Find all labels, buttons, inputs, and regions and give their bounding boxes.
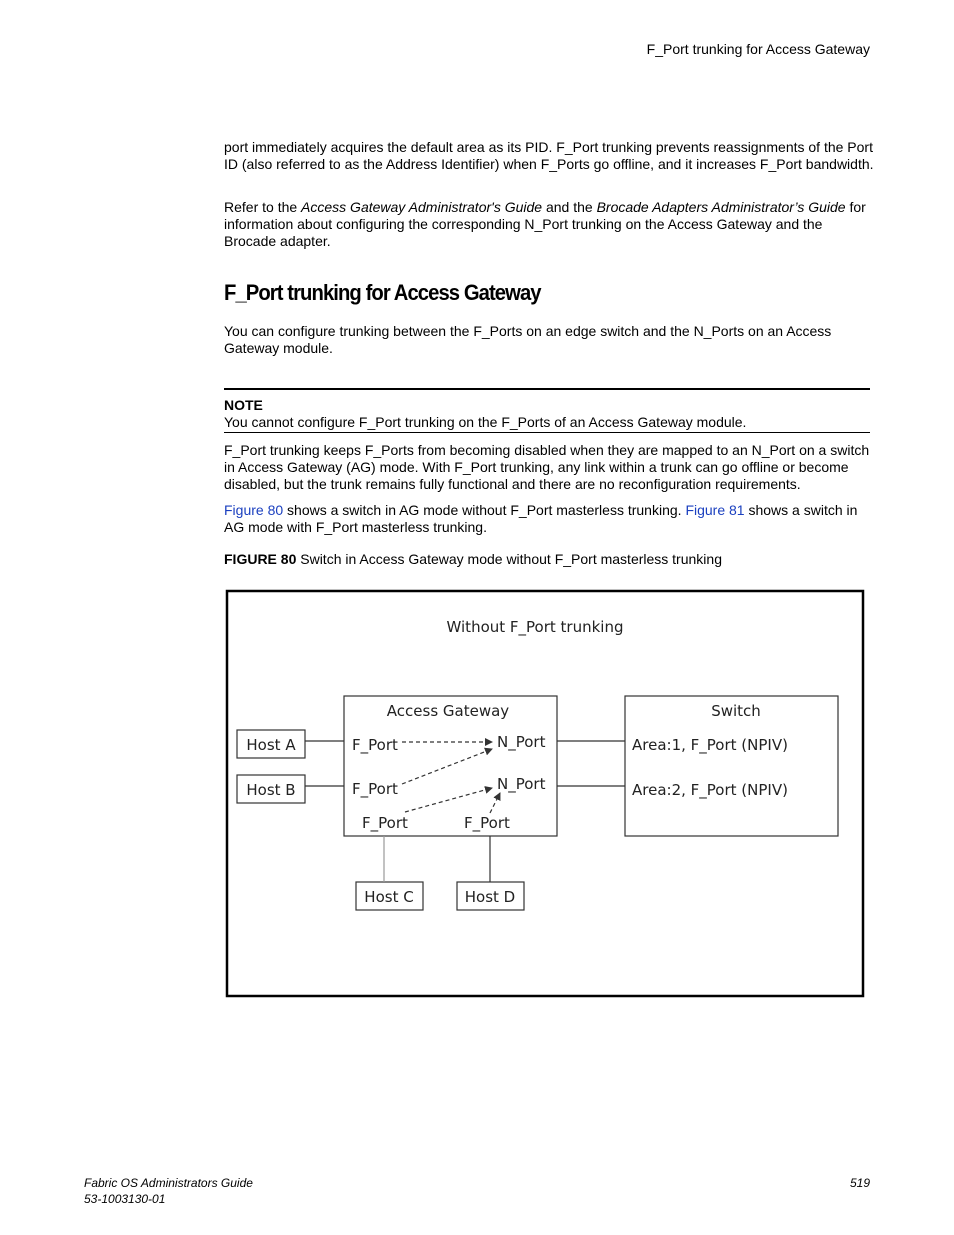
note-label: NOTE	[224, 397, 263, 413]
footer-left	[84, 1175, 253, 1207]
footer-doc-number: 53-1003130-01	[84, 1192, 166, 1206]
fport-4-label: F_Port	[464, 814, 510, 832]
section-heading: F_Port trunking for Access Gateway	[224, 280, 541, 305]
host-a-label: Host A	[246, 736, 296, 754]
guide-title-ag: Access Gateway Administrator's Guide	[301, 199, 543, 215]
reference-text-a: Refer to the	[224, 199, 302, 215]
nport-1-label: N_Port	[497, 733, 546, 751]
reference-text-b: and the	[542, 199, 597, 215]
footer-page-number: 519	[849, 1176, 870, 1190]
diagram-title: Without F_Port trunking	[446, 618, 624, 636]
intro-paragraph: port immediately acquires the default area as its PID. F_Port trunking prevents reassignments of the Port ID (also referred to as the Address Identifier) when F_Ports go offline, and it increases F_Port bandwidth.	[224, 139, 874, 172]
host-c-label: Host C	[364, 888, 414, 906]
guide-title-adapters: Brocade Adapters Administrator’s Guide	[596, 199, 846, 215]
host-b-label: Host B	[246, 781, 296, 799]
figure-81-link[interactable]: Figure 81	[685, 502, 745, 518]
access-gateway-label: Access Gateway	[386, 702, 510, 720]
note-text: You cannot configure F_Port trunking on the F_Ports of an Access Gateway module.	[224, 414, 747, 430]
switch-port-1-label: Area:1, F_Port (NPIV)	[632, 736, 788, 754]
figure-ref-text-a: shows a switch in AG mode without F_Port masterless trunking.	[283, 502, 686, 518]
figure-caption-text: Switch in Access Gateway mode without F_Port masterless trunking	[296, 551, 722, 567]
footer-doc-title: Fabric OS Administrators Guide	[84, 1176, 253, 1190]
figure-caption-label: FIGURE 80	[224, 551, 297, 567]
section-paragraph: You can configure trunking between the F_Ports on an edge switch and the N_Ports on an Access Gateway module.	[224, 323, 832, 356]
switch-label: Switch	[711, 702, 761, 720]
figure-ref-text-b: shows a switch in AG mode with F_Port masterless trunking.	[224, 502, 858, 535]
reference-text-c: for information about configuring the corresponding N_Port trunking on the Access Gateway and the Brocade adapter.	[224, 199, 866, 249]
running-header: F_Port trunking for Access Gateway	[646, 41, 870, 57]
fport-2-label: F_Port	[352, 780, 398, 798]
nport-2-label: N_Port	[497, 775, 546, 793]
figure-80-link[interactable]: Figure 80	[224, 502, 284, 518]
switch-port-2-label: Area:2, F_Port (NPIV)	[632, 781, 788, 799]
fport-3-label: F_Port	[362, 814, 408, 832]
host-d-label: Host D	[464, 888, 516, 906]
fport-1-label: F_Port	[352, 736, 398, 754]
trunking-paragraph: F_Port trunking keeps F_Ports from becoming disabled when they are mapped to an N_Port on a switch in Access Gateway (AG) mode. With F_Port trunking, any link within a trunk can go offline or become disabled, but the trunk remains fully functional and there are no reconfiguration requirements.	[224, 442, 870, 492]
